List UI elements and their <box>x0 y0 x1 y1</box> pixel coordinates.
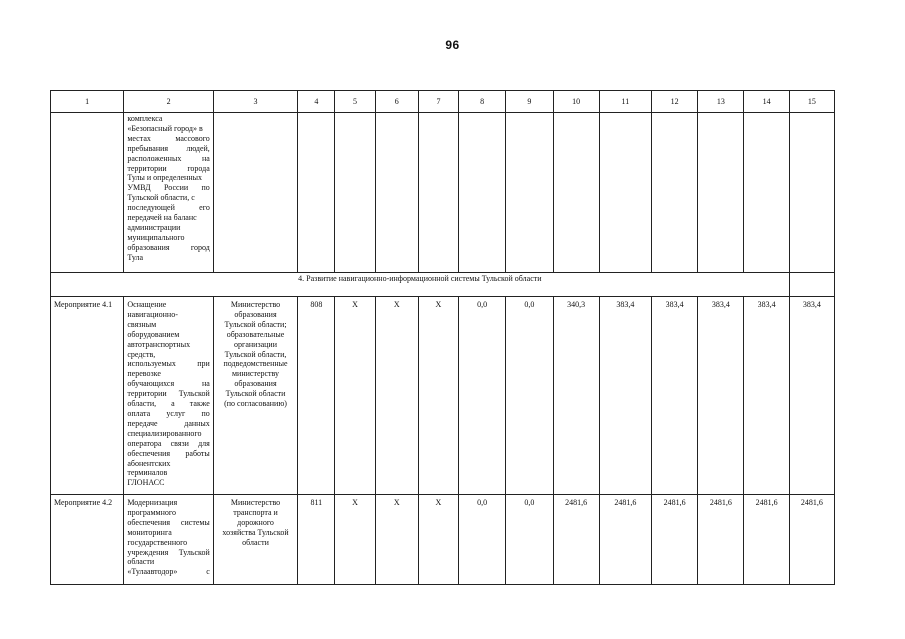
header-cell: 7 <box>418 91 458 113</box>
table-cell <box>599 113 651 273</box>
header-cell: 3 <box>213 91 297 113</box>
table-row <box>51 495 835 585</box>
table-cell: X <box>335 297 375 495</box>
table-cell <box>789 113 834 273</box>
description-line: оплата услуг по <box>127 408 210 418</box>
description-line: учреждения Тульской <box>127 547 210 557</box>
table-row <box>51 297 835 495</box>
header-cell: 14 <box>744 91 789 113</box>
table-cell: 340,3 <box>553 297 599 495</box>
table-cell: 0,0 <box>506 297 553 495</box>
description-line: муниципального <box>127 232 185 242</box>
table-cell <box>459 113 506 273</box>
table-cell: X <box>375 495 418 585</box>
description-cell <box>124 495 213 585</box>
table-cell: X <box>375 297 418 495</box>
description-line: Тула <box>127 252 144 262</box>
table-cell <box>506 113 553 273</box>
description-line: последующей его <box>127 203 210 213</box>
executor-line: (по согласованию) <box>224 399 287 409</box>
table-cell: 808 <box>298 297 335 495</box>
description-line: «Тулаавтодор» с <box>127 567 210 577</box>
description-line: абонентских <box>127 458 171 468</box>
executor-line: дорожного <box>237 517 274 527</box>
table-cell: 2481,6 <box>789 495 834 585</box>
program-table <box>50 90 835 585</box>
description-line: Модернизация <box>127 498 178 507</box>
description-line: связным <box>127 319 157 329</box>
description-line: средств, <box>127 349 156 359</box>
table-cell <box>298 113 335 273</box>
description-line: комплекса <box>127 114 163 123</box>
description-line: местах массового <box>127 133 210 143</box>
description-line: Тулы и определенных <box>127 173 202 183</box>
description-line: УМВД России по <box>127 183 210 193</box>
table-cell: 2481,6 <box>652 495 698 585</box>
table-cell <box>375 113 418 273</box>
header-cell: 10 <box>553 91 599 113</box>
description-line: перевозке <box>127 369 161 379</box>
table-cell: 2481,6 <box>698 495 744 585</box>
executor-line: организации <box>234 339 277 349</box>
description-line: ГЛОНАСС <box>127 478 165 488</box>
description-line: мониторинга <box>127 527 172 537</box>
executor-line: Министерство <box>230 300 281 309</box>
table-cell: 0,0 <box>459 495 506 585</box>
description-line: области, а также <box>127 399 210 409</box>
executor-line: транспорта и <box>233 507 278 517</box>
table-cell: 2481,6 <box>599 495 651 585</box>
description-line: администрации <box>127 222 181 232</box>
header-cell: 8 <box>459 91 506 113</box>
executor-line: Тульской области <box>225 389 286 399</box>
header-cell: 2 <box>124 91 213 113</box>
page-number: 96 <box>445 38 460 52</box>
section-row <box>51 273 835 297</box>
table-cell <box>744 113 789 273</box>
column-number-row <box>51 91 835 113</box>
executor-line: Тульской области, <box>224 349 287 359</box>
table-cell: X <box>418 297 458 495</box>
header-cell: 15 <box>789 91 834 113</box>
table-cell <box>335 113 375 273</box>
description-line: территории города <box>127 163 210 173</box>
description-line: области <box>127 557 155 567</box>
description-line: расположенных на <box>127 153 210 163</box>
executor-line: образовательные <box>226 329 285 339</box>
table-cell <box>789 273 834 297</box>
executor-line: Министерство <box>230 498 281 507</box>
header-cell: 12 <box>652 91 698 113</box>
measure-cell <box>51 113 124 273</box>
header-cell: 11 <box>599 91 651 113</box>
description-line: передачей на баланс <box>127 213 197 223</box>
table-cell <box>698 113 744 273</box>
executor-line: образования <box>234 309 277 319</box>
description-line: государственного <box>127 537 188 547</box>
table-cell: 0,0 <box>506 495 553 585</box>
executor-line: образования <box>234 379 277 389</box>
header-cell: 9 <box>506 91 553 113</box>
executor-cell <box>213 113 297 273</box>
description-line: используемых при <box>127 359 210 369</box>
description-line: пребывания людей, <box>127 143 210 153</box>
header-cell: 6 <box>375 91 418 113</box>
table-cell: 0,0 <box>459 297 506 495</box>
table-cell: 811 <box>298 495 335 585</box>
description-line: обеспечения работы <box>127 448 210 458</box>
description-line: обучающихся на <box>127 379 210 389</box>
description-line: навигационно- <box>127 309 178 319</box>
description-line: Оснащение <box>127 300 167 309</box>
description-line: специализированного <box>127 428 202 438</box>
description-line: Тульской области, с <box>127 193 195 203</box>
description-line: территории Тульской <box>127 389 210 399</box>
table-cell: 383,4 <box>652 297 698 495</box>
description-line: терминалов <box>127 468 168 478</box>
table-cell: 383,4 <box>744 297 789 495</box>
table-cell: X <box>418 495 458 585</box>
table-cell <box>652 113 698 273</box>
header-cell: 5 <box>335 91 375 113</box>
description-line: оборудованием <box>127 329 180 339</box>
description-line: оператора связи для <box>127 438 210 448</box>
description-line: программного <box>127 507 176 517</box>
description-line: обеспечения системы <box>127 517 210 527</box>
continuation-row <box>51 113 835 273</box>
header-cell: 1 <box>51 91 124 113</box>
table-cell: 383,4 <box>599 297 651 495</box>
table-cell: 383,4 <box>698 297 744 495</box>
description-cell <box>124 297 213 495</box>
description-line: передаче данных <box>127 418 210 428</box>
section-title: 4. Развитие навигационно-информационной системы Тульской области <box>51 273 790 297</box>
description-line: автотранспортных <box>127 339 191 349</box>
header-cell: 4 <box>298 91 335 113</box>
table-cell: 2481,6 <box>744 495 789 585</box>
table-cell: 2481,6 <box>553 495 599 585</box>
measure-cell: Мероприятие 4.2 <box>51 495 124 585</box>
header-cell: 13 <box>698 91 744 113</box>
table-cell <box>418 113 458 273</box>
executor-cell <box>213 297 297 495</box>
executor-line: Тульской области; <box>224 319 287 329</box>
executor-line: хозяйства Тульской <box>222 527 289 537</box>
description-line: образования город <box>127 242 210 252</box>
table-cell <box>553 113 599 273</box>
table-cell: X <box>335 495 375 585</box>
description-cell <box>124 113 213 273</box>
executor-cell <box>213 495 297 585</box>
executor-line: министерству <box>231 369 280 379</box>
table-cell: 383,4 <box>789 297 834 495</box>
measure-cell: Мероприятие 4.1 <box>51 297 124 495</box>
description-line: «Безопасный город» в <box>127 123 203 133</box>
executor-line: подведомственные <box>223 359 288 369</box>
executor-line: области <box>242 537 269 547</box>
